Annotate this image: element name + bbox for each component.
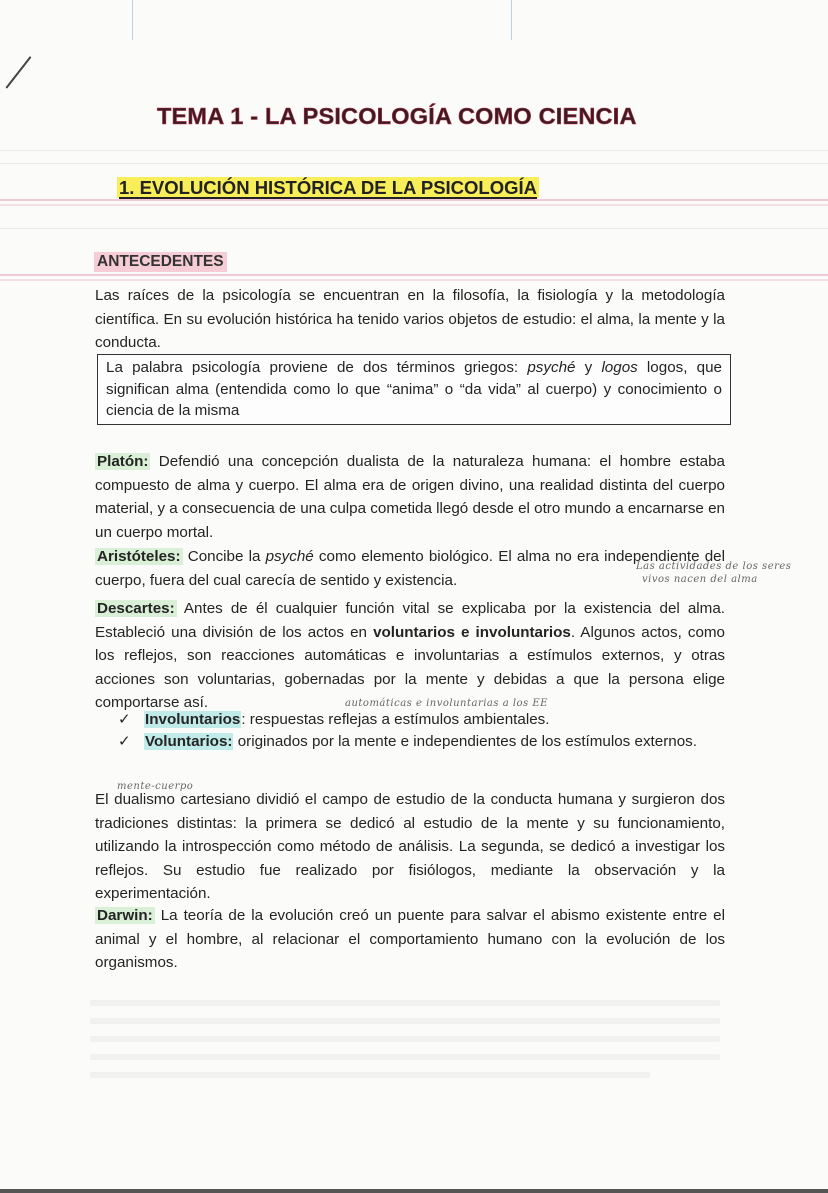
scan-artifact xyxy=(132,0,133,40)
subheading-antecedentes: ANTECEDENTES xyxy=(94,252,227,272)
paragraph-text: Antes de él cualquier función vital se explicaba por la existencia del alma. Estableció una división de los actos en xyxy=(95,600,725,641)
box-text: logos, que significan alma (entendida como lo que “anima” o “da vida” al cuerpo) y conocimiento o ciencia de la misma xyxy=(106,359,722,419)
box-term-psyche: psyché xyxy=(527,359,576,376)
bullet-label: Voluntarios: xyxy=(145,733,233,750)
paragraph-text: La teoría de la evolución creó un puente para salvar el abismo existente entre el animal y el hombre, al relacionar el comportamiento humano con la evolución de los organismos. xyxy=(95,907,725,971)
descartes-paragraph xyxy=(95,597,725,715)
pink-rule xyxy=(0,274,828,276)
page-title: TEMA 1 - LA PSICOLOGÍA COMO CIENCIA xyxy=(157,103,637,129)
pink-rule xyxy=(0,204,828,206)
bleed-through-text xyxy=(90,1036,720,1042)
box-text: y xyxy=(575,359,602,376)
bleed-through-text xyxy=(90,1054,720,1060)
bullet-label: Involuntarios xyxy=(145,711,241,728)
dualismo-paragraph: El dualismo cartesiano dividió el campo de estudio de la conducta humana y surgieron dos tradiciones distintas: la primera se dedicó al estudio de la mente y su funcionamiento, utilizando la introspección como método de análisis. La segunda, se dedicó a investigar los reflejos. Su estudio fue realizado por fisiólogos, mediante la observación y la experimentación. xyxy=(95,791,725,902)
handwritten-note: mente-cuerpo xyxy=(117,781,194,792)
darwin-paragraph xyxy=(95,904,725,975)
paragraph-text: como elemento biológico. El alma no era independiente del cuerpo, fuera del cual carecía de sentido y existencia. xyxy=(95,548,725,589)
bullet-list xyxy=(118,709,726,753)
definition-box xyxy=(97,354,731,425)
bleed-through-text xyxy=(90,1072,650,1078)
pink-rule xyxy=(0,199,828,201)
author-name: Aristóteles: xyxy=(97,548,181,565)
author-name: Descartes: xyxy=(97,600,175,617)
intro-paragraph: Las raíces de la psicología se encuentran en la filosofía, la fisiología y la metodología científica. En su evolución histórica ha tenido varios objetos de estudio: el alma, la mente y la conducta. xyxy=(95,287,725,351)
bullet-item xyxy=(118,709,726,731)
pink-rule xyxy=(0,279,828,281)
aristoteles-paragraph xyxy=(95,545,725,592)
checkmark-icon: ✓ xyxy=(118,711,131,728)
author-name: Darwin: xyxy=(97,907,153,924)
bleed-through-line xyxy=(0,150,828,151)
handwritten-note: automáticas e involuntarias a los EE xyxy=(345,698,548,709)
bullet-item xyxy=(118,731,726,753)
box-term-logos: logos xyxy=(601,359,638,376)
paragraph-text: Defendió una concepción dualista de la naturaleza humana: el hombre estaba compuesto de alma y cuerpo. El alma era de origen divino, una realidad distinta del cuerpo material, y a consecuencia de una culpa cometida llegó desde el otro mundo a encarnarse en un cuerpo mortal. xyxy=(95,453,725,541)
page-edge xyxy=(0,1189,828,1193)
platon-paragraph xyxy=(95,450,725,544)
handwritten-note: Las actividades de los seres xyxy=(636,561,792,572)
box-text: La palabra psicología proviene de dos términos griegos: xyxy=(106,359,528,376)
bullet-text: : respuestas reflejas a estímulos ambientales. xyxy=(241,711,550,728)
bleed-through-line xyxy=(0,163,828,164)
section-number: 1. xyxy=(119,177,135,198)
bleed-through-text xyxy=(90,1000,720,1006)
bleed-through-text xyxy=(90,1018,720,1024)
author-name: Platón: xyxy=(97,453,149,470)
section-heading xyxy=(117,177,539,199)
bleed-through-line xyxy=(0,228,828,229)
pen-mark xyxy=(5,56,31,89)
bullet-text: originados por la mente e independientes de los estímulos externos. xyxy=(233,733,697,750)
scan-artifact xyxy=(511,0,512,40)
bold-term: voluntarios e involuntarios xyxy=(373,623,571,641)
handwritten-note: vivos nacen del alma xyxy=(642,574,758,585)
section-title: EVOLUCIÓN HISTÓRICA DE LA PSICOLOGÍA xyxy=(139,177,538,198)
paragraph-text: . Algunos actos, como los reflejos, son reacciones automáticas e involuntarias a estímulos externos, y otras acciones son voluntarias, gobernadas por la mente y debidas a que la persona elige comportarse así. xyxy=(95,623,725,711)
checkmark-icon: ✓ xyxy=(118,733,131,750)
term-psyche: psyché xyxy=(265,548,314,565)
paragraph-text: Concibe la xyxy=(182,548,266,565)
